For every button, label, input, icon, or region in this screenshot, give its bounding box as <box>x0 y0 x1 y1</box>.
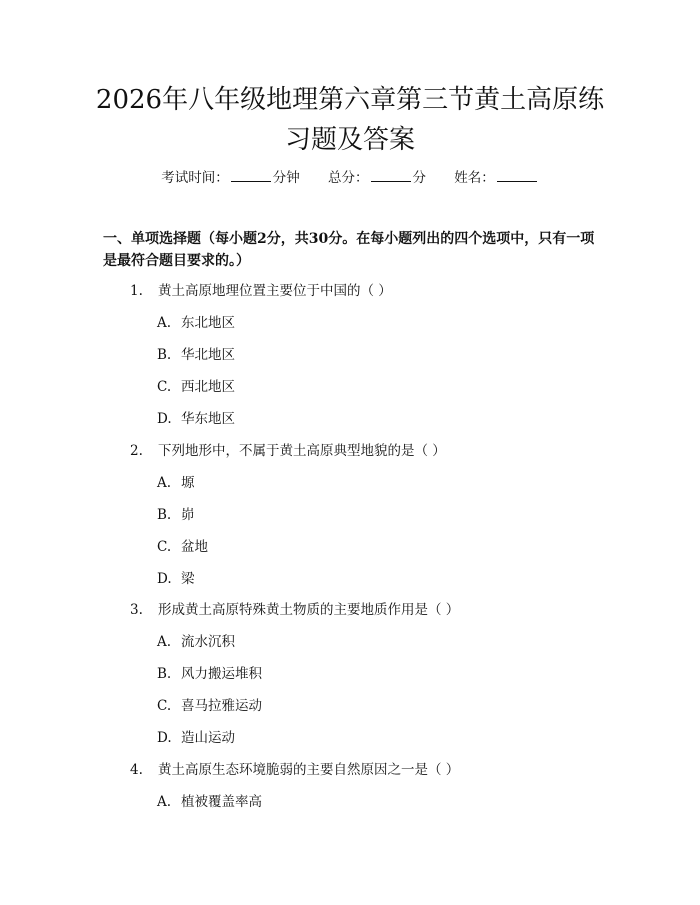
exam-title-line-2: 习题及答案 <box>284 125 415 155</box>
q2-option-a <box>157 473 195 493</box>
exam-time-label: 考试时间： <box>161 170 229 186</box>
student-name-field <box>454 168 539 188</box>
option-letter: D. <box>157 730 172 746</box>
question-2 <box>130 441 446 461</box>
section-header-single-choice: 一、单项选择题（每小题2分，共30分。在每小题列出的四个选项中，只有一项是最符合题目要求的。） <box>103 231 595 269</box>
question-text: 下列地形中，不属于黄土高原典型地貌的是（ ） <box>158 443 446 459</box>
question-text: 黄土高原生态环境脆弱的主要自然原因之一是（ ） <box>158 762 460 778</box>
question-number: 3. <box>130 602 143 618</box>
exam-time-blank <box>231 169 271 182</box>
question-number: 2. <box>130 443 143 459</box>
exam-time-field <box>161 168 300 188</box>
option-text: 流水沉积 <box>181 634 235 650</box>
option-letter: D. <box>157 411 172 427</box>
exam-title-line-1: 2026年八年级地理第六章第三节黄土高原练 <box>95 85 605 115</box>
option-letter: C. <box>157 698 172 714</box>
option-letter: A. <box>157 475 172 491</box>
option-text: 塬 <box>181 475 195 491</box>
q2-option-d <box>157 569 195 589</box>
option-letter: B. <box>157 347 172 363</box>
option-text: 峁 <box>181 507 195 523</box>
option-text: 盆地 <box>181 539 208 555</box>
option-letter: A. <box>157 794 172 810</box>
question-number: 1. <box>130 283 143 299</box>
option-letter: A. <box>157 315 172 331</box>
question-text: 形成黄土高原特殊黄土物质的主要地质作用是（ ） <box>158 602 460 618</box>
q3-option-d <box>157 728 235 748</box>
option-letter: C. <box>157 379 172 395</box>
q4-option-a <box>157 792 262 812</box>
q1-option-d <box>157 409 235 429</box>
total-score-blank <box>371 169 411 182</box>
exam-time-unit: 分钟 <box>272 170 300 186</box>
q1-option-c <box>157 377 235 397</box>
exam-meta <box>0 168 700 188</box>
q3-option-a <box>157 632 235 652</box>
option-text: 华北地区 <box>181 347 235 363</box>
option-text: 风力搬运堆积 <box>181 666 262 682</box>
q3-option-b <box>157 664 262 684</box>
option-text: 华东地区 <box>181 411 235 427</box>
student-name-label: 姓名： <box>454 170 495 186</box>
question-4 <box>130 760 459 780</box>
option-letter: A. <box>157 634 172 650</box>
question-3 <box>130 600 459 620</box>
exam-title <box>0 80 700 160</box>
option-letter: C. <box>157 539 172 555</box>
option-text: 梁 <box>181 571 195 587</box>
option-text: 植被覆盖率高 <box>181 794 262 810</box>
total-score-field <box>328 168 426 188</box>
q1-option-a <box>157 313 235 333</box>
option-text: 东北地区 <box>181 315 235 331</box>
q2-option-c <box>157 537 208 557</box>
option-text: 喜马拉雅运动 <box>181 698 262 714</box>
option-letter: B. <box>157 666 172 682</box>
total-score-unit: 分 <box>412 170 426 186</box>
q2-option-b <box>157 505 195 525</box>
total-score-label: 总分： <box>328 170 369 186</box>
q3-option-c <box>157 696 262 716</box>
question-1 <box>130 281 392 301</box>
option-letter: B. <box>157 507 172 523</box>
question-text: 黄土高原地理位置主要位于中国的（ ） <box>158 283 392 299</box>
option-letter: D. <box>157 571 172 587</box>
question-number: 4. <box>130 762 143 778</box>
q1-option-b <box>157 345 235 365</box>
option-text: 造山运动 <box>181 730 235 746</box>
option-text: 西北地区 <box>181 379 235 395</box>
student-name-blank <box>497 169 537 182</box>
